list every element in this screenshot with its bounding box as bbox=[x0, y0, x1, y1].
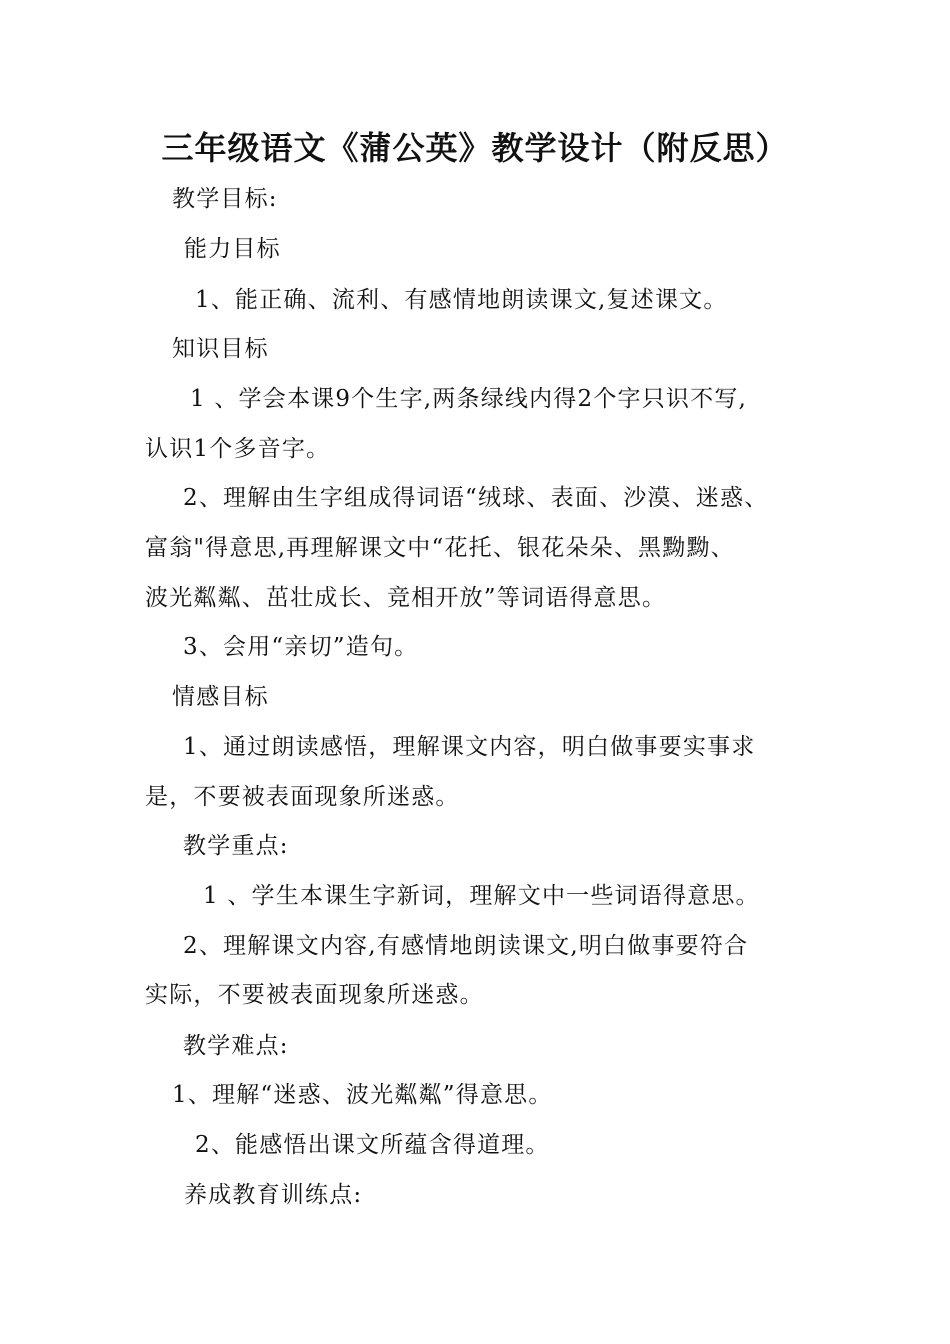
heading-teaching-goals: 教学目标: bbox=[172, 186, 278, 212]
knowledge-goal-2-line-1: 2、理解由生字组成得词语“绒球、表面、沙漠、迷惑、 bbox=[183, 485, 769, 511]
subheading-emotion-goals: 情感目标 bbox=[172, 684, 269, 710]
knowledge-goal-3: 3、会用“亲切”造句。 bbox=[183, 634, 419, 660]
document-title: 三年级语文《蒲公英》教学设计（附反思） bbox=[161, 129, 789, 167]
subheading-knowledge-goals: 知识目标 bbox=[172, 336, 269, 362]
knowledge-goal-1-line-1: 1 、学会本课9个生字,两条绿线内得2个字只识不写, bbox=[190, 386, 748, 412]
emotion-goal-1-line-1: 1、通过朗读感悟，理解课文内容，明白做事要实事求 bbox=[183, 734, 756, 760]
teaching-difficulty-1: 1、理解“迷惑、波光粼粼”得意思。 bbox=[172, 1082, 553, 1108]
teaching-focus-2-line-1: 2、理解课文内容,有感情地朗读课文,明白做事要符合 bbox=[183, 933, 749, 959]
knowledge-goal-1-line-2: 认识1个多音字。 bbox=[145, 436, 331, 462]
heading-habit-training: 养成教育训练点: bbox=[184, 1182, 363, 1208]
heading-teaching-focus: 教学重点: bbox=[183, 833, 289, 859]
teaching-difficulty-2: 2、能感悟出课文所蕴含得道理。 bbox=[195, 1132, 550, 1158]
teaching-focus-2-line-2: 实际，不要被表面现象所迷惑。 bbox=[145, 982, 484, 1008]
teaching-focus-1: 1 、学生本课生字新词，理解文中一些词语得意思。 bbox=[203, 883, 760, 909]
ability-goal-1: 1、能正确、流利、有感情地朗读课文,复述课文。 bbox=[195, 287, 728, 313]
subheading-ability-goals: 能力目标 bbox=[184, 236, 281, 262]
emotion-goal-1-line-2: 是，不要被表面现象所迷惑。 bbox=[145, 784, 460, 810]
knowledge-goal-2-line-3: 波光粼粼、茁壮成长、竞相开放”等词语得意思。 bbox=[145, 585, 667, 611]
heading-teaching-difficulty: 教学难点: bbox=[183, 1033, 289, 1059]
knowledge-goal-2-line-2: 富翁"得意思,再理解课文中“花托、银花朵朵、黑黝黝、 bbox=[145, 535, 735, 561]
